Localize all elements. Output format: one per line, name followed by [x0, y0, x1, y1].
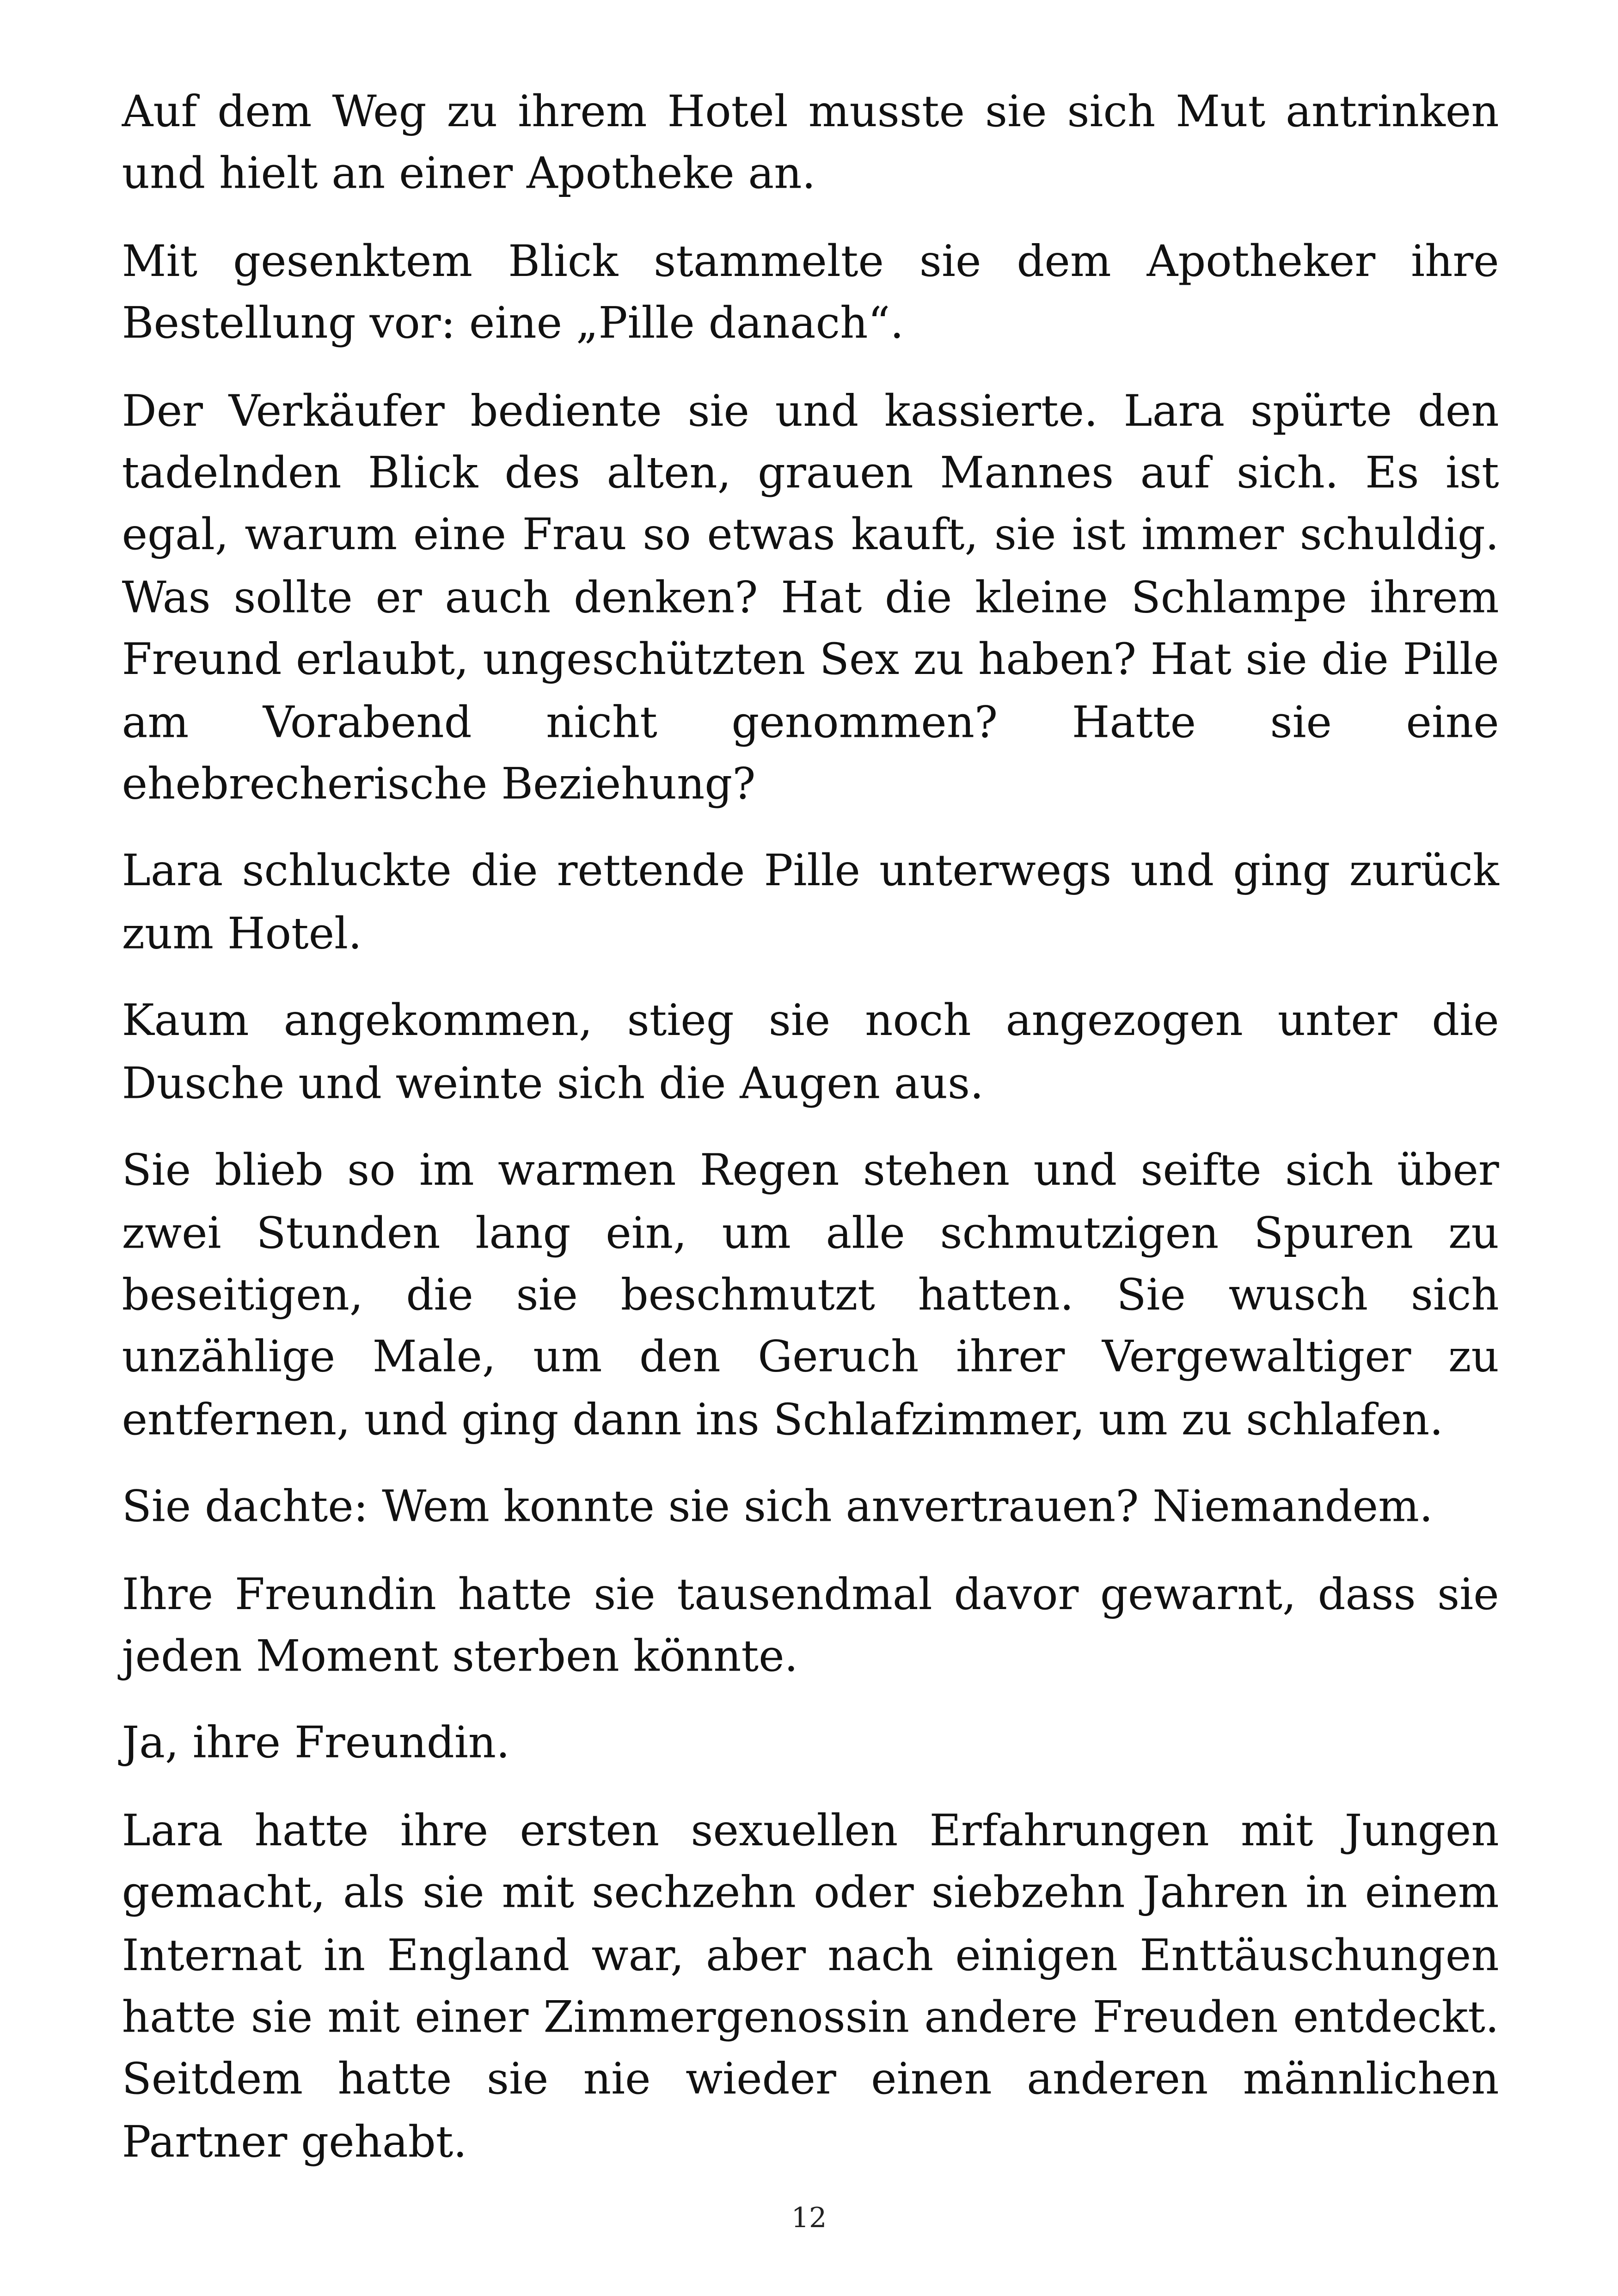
paragraph-9: Ja, ihre Freundin. [122, 1718, 510, 1768]
paragraph-2: Mit gesenktem Blick stammelte sie dem Apotheker ihre Bestellung vor: eine „Pille danach“. [122, 236, 1499, 349]
paragraph-8: Ihre Freundin hatte sie tausendmal davor gewarnt, dass sie jeden Moment sterben könnte. [122, 1568, 1499, 1681]
paragraph-3: Der Verkäufer bediente sie und kassierte. Lara spürte den tadelnden Blick des alten, grauen Mannes auf sich. Es ist egal, warum eine Frau so etwas kauft, sie ist immer schuldig. Was sollte er auch denken? Hat die kleine Schlampe ihrem Freund erlaubt, ungeschützten Sex zu haben? Hat sie die Pille am Vorabend nicht genommen? Hatte sie eine ehebrecherische Beziehung? [122, 386, 1499, 809]
paragraph-5: Kaum angekommen, stieg sie noch angezogen unter die Dusche und weinte sich die Augen aus. [122, 996, 1499, 1108]
paragraph-6: Sie blieb so im warmen Regen stehen und seifte sich über zwei Stunden lang ein, um alle schmutzigen Spuren zu beseitigen, die sie beschmutzt hatten. Sie wusch sich unzählige Male, um den Geruch ihrer Vergewaltiger zu entfernen, und ging dann ins Schlafzimmer, um zu schlafen. [122, 1145, 1499, 1445]
page-number: 12 [791, 2202, 827, 2235]
paragraph-1: Auf dem Weg zu ihrem Hotel musste sie sich Mut antrinken und hielt an einer Apotheke an. [122, 86, 1499, 199]
text-body [122, 81, 1499, 2198]
paragraph-7: Sie dachte: Wem konnte sie sich anvertrauen? Niemandem. [122, 1481, 1433, 1531]
paragraph-4: Lara schluckte die rettende Pille unterwegs und ging zurück zum Hotel. [122, 846, 1499, 959]
paragraph-10: Lara hatte ihre ersten sexuellen Erfahrungen mit Jungen gemacht, als sie mit sechzehn oder siebzehn Jahren in einem Internat in England war, aber nach einigen Enttäuschungen hatte sie mit einer Zimmergenossin andere Freuden entdeckt. Seitdem hatte sie nie wieder einen anderen männlichen Partner gehabt. [122, 1805, 1499, 2167]
